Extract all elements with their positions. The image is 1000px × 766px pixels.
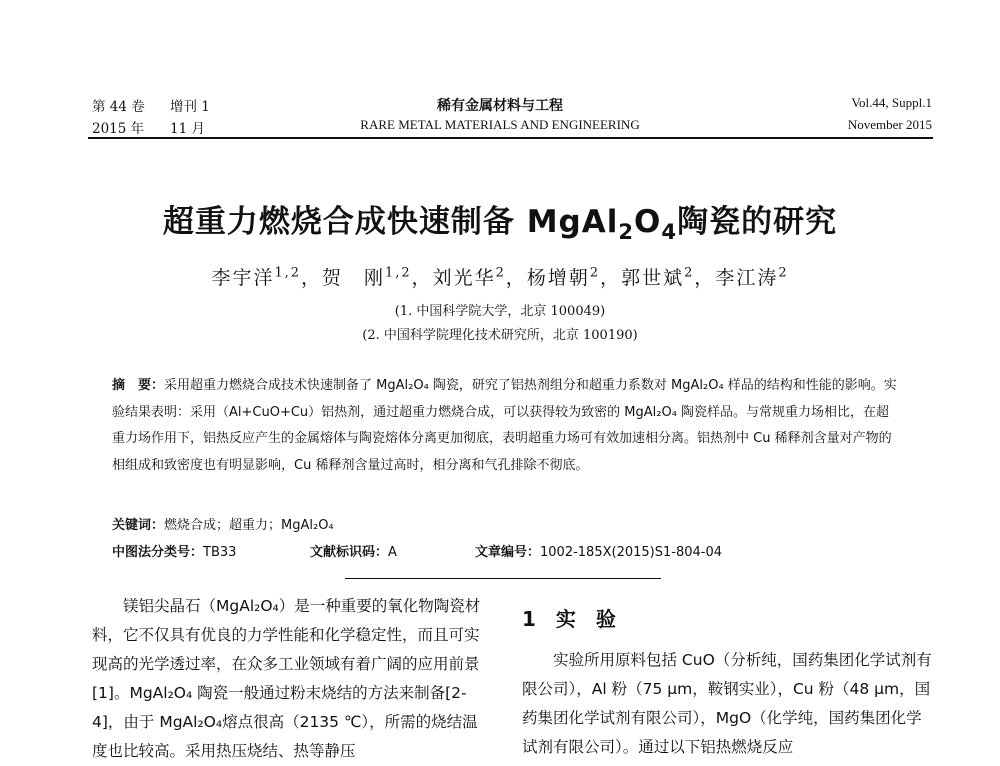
author-name: 刘光华 <box>432 267 496 289</box>
author-list <box>0 263 1000 290</box>
article-number: 文章编号：1002-185X(2015)S1-804-04 <box>475 545 722 560</box>
date-en: November 2015 <box>847 117 932 132</box>
author-name: 贺 刚 <box>322 267 386 289</box>
experiment-paragraph: 实验所用原料包括 CuO（分析纯，国药集团化学试剂有限公司），Al 粉（75 μm，鞍钢实业），Cu 粉（48 μm，国药集团化学试剂有限公司），MgO（化学纯，国药集团化学试剂有限公司）。通过以下铝热燃烧反应 <box>522 651 932 756</box>
author-separator: ， <box>505 267 527 289</box>
section-heading: 1 实 验 <box>522 607 616 631</box>
author-name: 李宇洋 <box>211 267 275 289</box>
abstract-label: 摘 要： <box>112 378 165 393</box>
author-separator: ， <box>411 267 433 289</box>
paper-title: 超重力燃烧合成快速制备 $MgAl_2O_4$陶瓷的研究 <box>162 204 838 245</box>
author-name: 李江涛 <box>715 267 779 289</box>
author-affiliation-mark: 1,2 <box>274 265 301 281</box>
header-rule <box>88 137 933 139</box>
journal-title-cn: 稀有金属材料与工程 <box>437 98 563 114</box>
author-affiliation-mark: 1,2 <box>385 265 412 281</box>
author-affiliation-mark: 2 <box>495 265 506 281</box>
author-affiliation-mark: 2 <box>589 265 601 281</box>
author-affiliation-mark: 2 <box>684 265 695 281</box>
keywords: 关键词：燃烧合成；超重力；MgAl₂O₄ <box>112 518 334 533</box>
author-separator: ， <box>694 267 716 289</box>
month-cn: 11 月 <box>170 121 205 137</box>
author-name: 杨增朝 <box>526 267 590 289</box>
year-cn: 2015 年 <box>92 121 145 137</box>
abstract-divider <box>345 578 661 579</box>
clc-number: 中图法分类号：TB33 <box>112 545 237 560</box>
abstract-text: 采用超重力燃烧合成技术快速制备了 MgAl₂O₄ 陶瓷，研究了铝热剂组分和超重力系数对 MgAl₂O₄ 样品的结构和性能的影响。实验结果表明：采用（Al+CuO+Cu）铝热剂，通过超重力燃烧合成，可以获得较为致密的 MgAl₂O₄ 陶瓷样品。与常规重力场相比，在超重力场作用下，铝热反应产生的金属熔体与陶瓷熔体分离更加彻底，表明超重力场可有效加速相分离。铝热剂中 Cu 稀释剂含量对产物的相组成和致密度也有明显影响，Cu 稀释剂含量过高时，相分离和气孔排除不彻底。 <box>112 378 897 473</box>
intro-paragraph: 镁铝尖晶石（MgAl₂O₄）是一种重要的氧化物陶瓷材料，它不仅具有优良的力学性能和化学稳定性，而且可实现高的光学透过率，在众多工业领域有着广阔的应用前景[1]。MgAl₂O₄ 陶瓷一般通过粉末烧结的方法来制备[2-4]，由于 MgAl₂O₄熔点很高（2135 ℃），所需的烧结温度也比较高。采用热压烧结、热等静压 <box>92 597 481 760</box>
author-name: 郭世斌 <box>621 267 685 289</box>
journal-title-en: RARE METAL MATERIALS AND ENGINEERING <box>360 117 640 132</box>
author-separator: ， <box>600 267 622 289</box>
author-separator: ， <box>300 267 322 289</box>
document-code: 文献标识码：A <box>310 545 397 560</box>
volume-en: Vol.44, Suppl.1 <box>851 95 932 110</box>
volume-cn: 第 44 卷 <box>92 99 145 115</box>
abstract <box>112 373 898 479</box>
supplement-cn: 增刊 1 <box>170 99 210 115</box>
affiliation-1: (1. 中国科学院大学，北京 100049) <box>394 304 606 319</box>
affiliation-2: (2. 中国科学院理化技术研究所，北京 100190) <box>362 328 638 343</box>
author-affiliation-mark: 2 <box>778 265 789 281</box>
keywords-text: 燃烧合成；超重力；MgAl₂O₄ <box>164 518 334 533</box>
